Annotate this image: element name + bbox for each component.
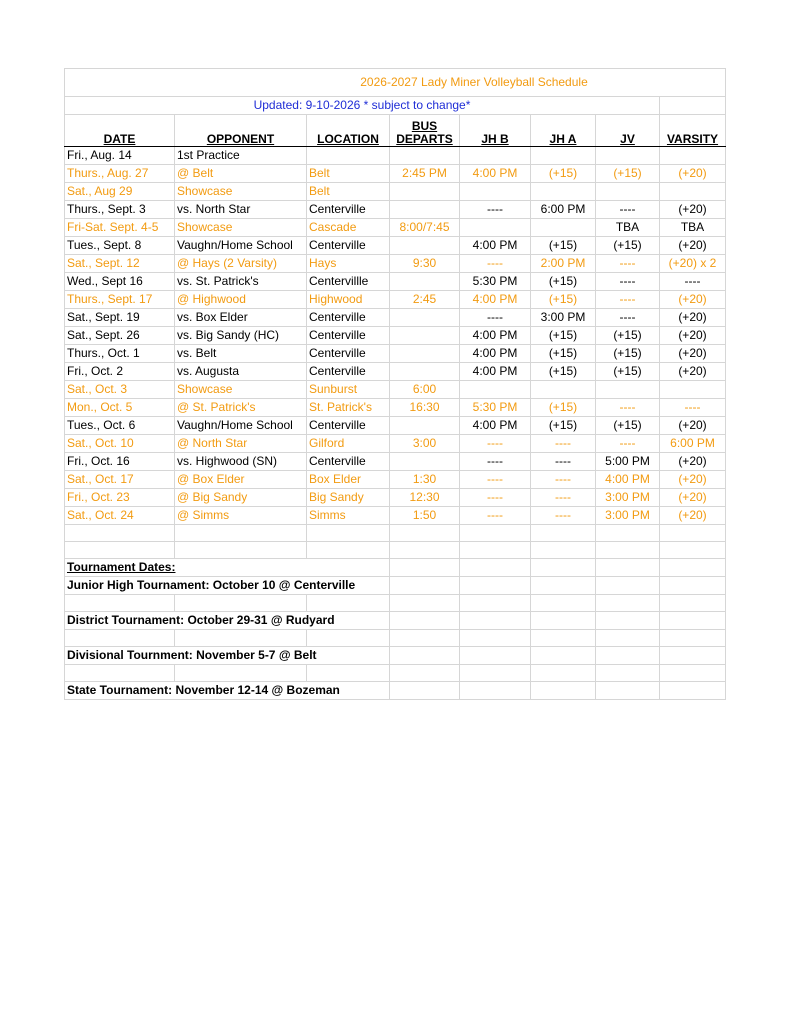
cell-opponent: Showcase bbox=[175, 381, 307, 399]
cell-jv: (+15) bbox=[596, 237, 660, 255]
cell-varsity bbox=[660, 147, 726, 165]
table-row bbox=[65, 183, 726, 201]
cell-jhb: ---- bbox=[460, 453, 531, 471]
cell-location: Box Elder bbox=[307, 471, 390, 489]
table-row bbox=[65, 489, 726, 507]
cell-jha: (+15) bbox=[531, 399, 596, 417]
cell-location: Cascade bbox=[307, 219, 390, 237]
cell-jhb: 4:00 PM bbox=[460, 417, 531, 435]
cell-jv: ---- bbox=[596, 435, 660, 453]
table-row bbox=[65, 471, 726, 489]
cell-jv: 3:00 PM bbox=[596, 489, 660, 507]
table-row bbox=[65, 147, 726, 165]
cell-opponent: @ Big Sandy bbox=[175, 489, 307, 507]
cell-jhb: 4:00 PM bbox=[460, 237, 531, 255]
cell-date: Sat., Sept. 19 bbox=[65, 309, 175, 327]
cell-location: Sunburst bbox=[307, 381, 390, 399]
cell-bus bbox=[390, 453, 460, 471]
cell-varsity bbox=[660, 381, 726, 399]
cell-bus bbox=[390, 417, 460, 435]
cell-jha: (+15) bbox=[531, 237, 596, 255]
cell-opponent: vs. Belt bbox=[175, 345, 307, 363]
cell-location: Belt bbox=[307, 183, 390, 201]
subtitle-row bbox=[65, 97, 726, 115]
cell-opponent: Vaughn/Home School bbox=[175, 417, 307, 435]
cell-bus bbox=[390, 237, 460, 255]
table-row bbox=[65, 237, 726, 255]
cell-varsity: ---- bbox=[660, 273, 726, 291]
cell-jhb: 4:00 PM bbox=[460, 165, 531, 183]
cell-date: Fri-Sat. Sept. 4-5 bbox=[65, 219, 175, 237]
cell-jha: (+15) bbox=[531, 345, 596, 363]
cell-jha: 2:00 PM bbox=[531, 255, 596, 273]
cell-opponent: vs. Highwood (SN) bbox=[175, 453, 307, 471]
cell-location: Centerville bbox=[307, 417, 390, 435]
cell-jhb: 4:00 PM bbox=[460, 291, 531, 309]
cell-bus: 1:50 bbox=[390, 507, 460, 525]
cell-jhb: ---- bbox=[460, 507, 531, 525]
cell-opponent: 1st Practice bbox=[175, 147, 307, 165]
cell-jv: 5:00 PM bbox=[596, 453, 660, 471]
cell-bus: 16:30 bbox=[390, 399, 460, 417]
cell-location: Centerville bbox=[307, 237, 390, 255]
cell-opponent: @ North Star bbox=[175, 435, 307, 453]
cell-jv: ---- bbox=[596, 309, 660, 327]
cell-jha: 6:00 PM bbox=[531, 201, 596, 219]
cell-jha: (+15) bbox=[531, 273, 596, 291]
cell-date: Sat., Sept. 26 bbox=[65, 327, 175, 345]
cell-bus bbox=[390, 345, 460, 363]
table-row bbox=[65, 291, 726, 309]
tournament-item: Junior High Tournament: October 10 @ Centerville bbox=[65, 577, 390, 595]
cell-location: Centerville bbox=[307, 309, 390, 327]
cell-location: Gilford bbox=[307, 435, 390, 453]
cell-jha bbox=[531, 183, 596, 201]
header-bus-top: BUS bbox=[411, 119, 438, 133]
cell-jhb bbox=[460, 183, 531, 201]
tournament-item: District Tournament: October 29-31 @ Rudyard bbox=[65, 612, 390, 630]
cell-jv: ---- bbox=[596, 399, 660, 417]
cell-opponent: vs. North Star bbox=[175, 201, 307, 219]
cell-location: Highwood bbox=[307, 291, 390, 309]
cell-opponent: Vaughn/Home School bbox=[175, 237, 307, 255]
cell-jha: (+15) bbox=[531, 165, 596, 183]
header-jv: JV bbox=[596, 115, 660, 147]
cell-bus: 2:45 bbox=[390, 291, 460, 309]
cell-jv: ---- bbox=[596, 201, 660, 219]
cell-date: Sat., Sept. 12 bbox=[65, 255, 175, 273]
cell-varsity: (+20) x 2 bbox=[660, 255, 726, 273]
cell-location: Centerville bbox=[307, 201, 390, 219]
cell-varsity: 6:00 PM bbox=[660, 435, 726, 453]
header-location: LOCATION bbox=[307, 115, 390, 147]
cell-jhb: ---- bbox=[460, 255, 531, 273]
cell-opponent: Showcase bbox=[175, 183, 307, 201]
cell-jv bbox=[596, 147, 660, 165]
table-row bbox=[65, 363, 726, 381]
cell-jhb: ---- bbox=[460, 471, 531, 489]
table-row bbox=[65, 255, 726, 273]
tournament-item: State Tournament: November 12-14 @ Bozeman bbox=[65, 682, 390, 700]
cell-date: Thurs., Sept. 17 bbox=[65, 291, 175, 309]
cell-date: Fri., Oct. 16 bbox=[65, 453, 175, 471]
cell-date: Sat., Aug 29 bbox=[65, 183, 175, 201]
cell-jv: TBA bbox=[596, 219, 660, 237]
table-row bbox=[65, 435, 726, 453]
cell-bus bbox=[390, 363, 460, 381]
table-row bbox=[65, 417, 726, 435]
tournament-item: Divisional Tournment: November 5-7 @ Belt bbox=[65, 647, 390, 665]
cell-location: Centerville bbox=[307, 453, 390, 471]
cell-opponent: @ Box Elder bbox=[175, 471, 307, 489]
cell-bus: 9:30 bbox=[390, 255, 460, 273]
cell-jv bbox=[596, 183, 660, 201]
cell-jv: (+15) bbox=[596, 165, 660, 183]
cell-jha: ---- bbox=[531, 471, 596, 489]
cell-location: Hays bbox=[307, 255, 390, 273]
cell-date: Thurs., Sept. 3 bbox=[65, 201, 175, 219]
cell-jha bbox=[531, 381, 596, 399]
cell-date: Sat., Oct. 17 bbox=[65, 471, 175, 489]
cell-varsity: ---- bbox=[660, 399, 726, 417]
table-row bbox=[65, 399, 726, 417]
cell-date: Tues., Oct. 6 bbox=[65, 417, 175, 435]
cell-jha: ---- bbox=[531, 453, 596, 471]
cell-bus bbox=[390, 183, 460, 201]
table-row bbox=[65, 309, 726, 327]
cell-jhb: 5:30 PM bbox=[460, 273, 531, 291]
cell-opponent: Showcase bbox=[175, 219, 307, 237]
table-row bbox=[65, 327, 726, 345]
cell-jhb: 5:30 PM bbox=[460, 399, 531, 417]
cell-date: Sat., Oct. 3 bbox=[65, 381, 175, 399]
cell-varsity: (+20) bbox=[660, 237, 726, 255]
cell-opponent: vs. Box Elder bbox=[175, 309, 307, 327]
header-opponent: OPPONENT bbox=[175, 115, 307, 147]
cell-jv: ---- bbox=[596, 291, 660, 309]
cell-varsity: (+20) bbox=[660, 291, 726, 309]
cell-location bbox=[307, 147, 390, 165]
cell-jv: (+15) bbox=[596, 327, 660, 345]
cell-jha: 3:00 PM bbox=[531, 309, 596, 327]
header-varsity: VARSITY bbox=[660, 115, 726, 147]
cell-varsity: (+20) bbox=[660, 165, 726, 183]
page-title: 2026-2027 Lady Miner Volleyball Schedule bbox=[65, 69, 726, 97]
cell-bus: 12:30 bbox=[390, 489, 460, 507]
cell-varsity: (+20) bbox=[660, 345, 726, 363]
cell-jhb: 4:00 PM bbox=[460, 327, 531, 345]
cell-opponent: @ Highwood bbox=[175, 291, 307, 309]
header-date: DATE bbox=[65, 115, 175, 147]
cell-jhb bbox=[460, 147, 531, 165]
cell-date: Sat., Oct. 10 bbox=[65, 435, 175, 453]
cell-bus bbox=[390, 147, 460, 165]
cell-opponent: vs. Big Sandy (HC) bbox=[175, 327, 307, 345]
cell-jha bbox=[531, 147, 596, 165]
header-row bbox=[65, 115, 726, 147]
cell-location: Centerville bbox=[307, 327, 390, 345]
cell-varsity: (+20) bbox=[660, 309, 726, 327]
cell-jhb: ---- bbox=[460, 489, 531, 507]
cell-jha bbox=[531, 219, 596, 237]
cell-location: Big Sandy bbox=[307, 489, 390, 507]
cell-date: Thurs., Aug. 27 bbox=[65, 165, 175, 183]
cell-jha: ---- bbox=[531, 489, 596, 507]
cell-jv: ---- bbox=[596, 273, 660, 291]
table-row bbox=[65, 273, 726, 291]
cell-jv: (+15) bbox=[596, 345, 660, 363]
cell-location: Belt bbox=[307, 165, 390, 183]
table-row bbox=[65, 201, 726, 219]
header-jhb: JH B bbox=[460, 115, 531, 147]
cell-jha: (+15) bbox=[531, 327, 596, 345]
cell-bus: 3:00 bbox=[390, 435, 460, 453]
cell-opponent: @ Hays (2 Varsity) bbox=[175, 255, 307, 273]
cell-bus: 6:00 bbox=[390, 381, 460, 399]
table-row bbox=[65, 219, 726, 237]
cell-jha: ---- bbox=[531, 507, 596, 525]
cell-jha: (+15) bbox=[531, 291, 596, 309]
cell-date: Thurs., Oct. 1 bbox=[65, 345, 175, 363]
table-row bbox=[65, 345, 726, 363]
cell-jv bbox=[596, 381, 660, 399]
cell-varsity: (+20) bbox=[660, 507, 726, 525]
cell-jhb: 4:00 PM bbox=[460, 345, 531, 363]
cell-location: Centerville bbox=[307, 345, 390, 363]
cell-location: Simms bbox=[307, 507, 390, 525]
cell-varsity bbox=[660, 183, 726, 201]
cell-opponent: @ Simms bbox=[175, 507, 307, 525]
cell-opponent: vs. Augusta bbox=[175, 363, 307, 381]
update-note: Updated: 9-10-2026 * subject to change* bbox=[65, 97, 660, 115]
schedule-sheet bbox=[64, 68, 726, 700]
table-row bbox=[65, 453, 726, 471]
cell-varsity: (+20) bbox=[660, 417, 726, 435]
header-bus bbox=[390, 115, 460, 147]
cell-bus: 1:30 bbox=[390, 471, 460, 489]
cell-bus bbox=[390, 201, 460, 219]
cell-jhb: ---- bbox=[460, 435, 531, 453]
cell-opponent: @ St. Patrick's bbox=[175, 399, 307, 417]
cell-date: Wed., Sept 16 bbox=[65, 273, 175, 291]
cell-bus: 8:00/7:45 bbox=[390, 219, 460, 237]
table-row bbox=[65, 381, 726, 399]
cell-location: Centervillle bbox=[307, 273, 390, 291]
cell-location: Centerville bbox=[307, 363, 390, 381]
cell-date: Mon., Oct. 5 bbox=[65, 399, 175, 417]
cell-date: Fri., Aug. 14 bbox=[65, 147, 175, 165]
cell-jhb bbox=[460, 381, 531, 399]
cell-jha: (+15) bbox=[531, 363, 596, 381]
cell-varsity: (+20) bbox=[660, 489, 726, 507]
cell-location: St. Patrick's bbox=[307, 399, 390, 417]
table-row bbox=[65, 507, 726, 525]
cell-opponent: @ Belt bbox=[175, 165, 307, 183]
header-jha: JH A bbox=[531, 115, 596, 147]
cell-varsity: (+20) bbox=[660, 471, 726, 489]
cell-jhb: 4:00 PM bbox=[460, 363, 531, 381]
cell-jv: (+15) bbox=[596, 363, 660, 381]
cell-jha: ---- bbox=[531, 435, 596, 453]
cell-varsity: (+20) bbox=[660, 363, 726, 381]
cell-jv: 3:00 PM bbox=[596, 507, 660, 525]
cell-bus bbox=[390, 273, 460, 291]
tournament-heading: Tournament Dates: bbox=[65, 559, 390, 577]
table-row bbox=[65, 165, 726, 183]
cell-date: Tues., Sept. 8 bbox=[65, 237, 175, 255]
cell-varsity: (+20) bbox=[660, 201, 726, 219]
cell-varsity: (+20) bbox=[660, 453, 726, 471]
cell-date: Fri., Oct. 23 bbox=[65, 489, 175, 507]
cell-bus bbox=[390, 309, 460, 327]
cell-date: Fri., Oct. 2 bbox=[65, 363, 175, 381]
title-row bbox=[65, 69, 726, 97]
header-bus-bottom: DEPARTS bbox=[396, 132, 453, 146]
cell-jhb: ---- bbox=[460, 309, 531, 327]
cell-jv: (+15) bbox=[596, 417, 660, 435]
cell-jha: (+15) bbox=[531, 417, 596, 435]
cell-jv: ---- bbox=[596, 255, 660, 273]
cell-bus: 2:45 PM bbox=[390, 165, 460, 183]
cell-jv: 4:00 PM bbox=[596, 471, 660, 489]
cell-date: Sat., Oct. 24 bbox=[65, 507, 175, 525]
cell-jhb bbox=[460, 219, 531, 237]
cell-jhb: ---- bbox=[460, 201, 531, 219]
cell-varsity: (+20) bbox=[660, 327, 726, 345]
cell-bus bbox=[390, 327, 460, 345]
cell-varsity: TBA bbox=[660, 219, 726, 237]
cell-opponent: vs. St. Patrick's bbox=[175, 273, 307, 291]
